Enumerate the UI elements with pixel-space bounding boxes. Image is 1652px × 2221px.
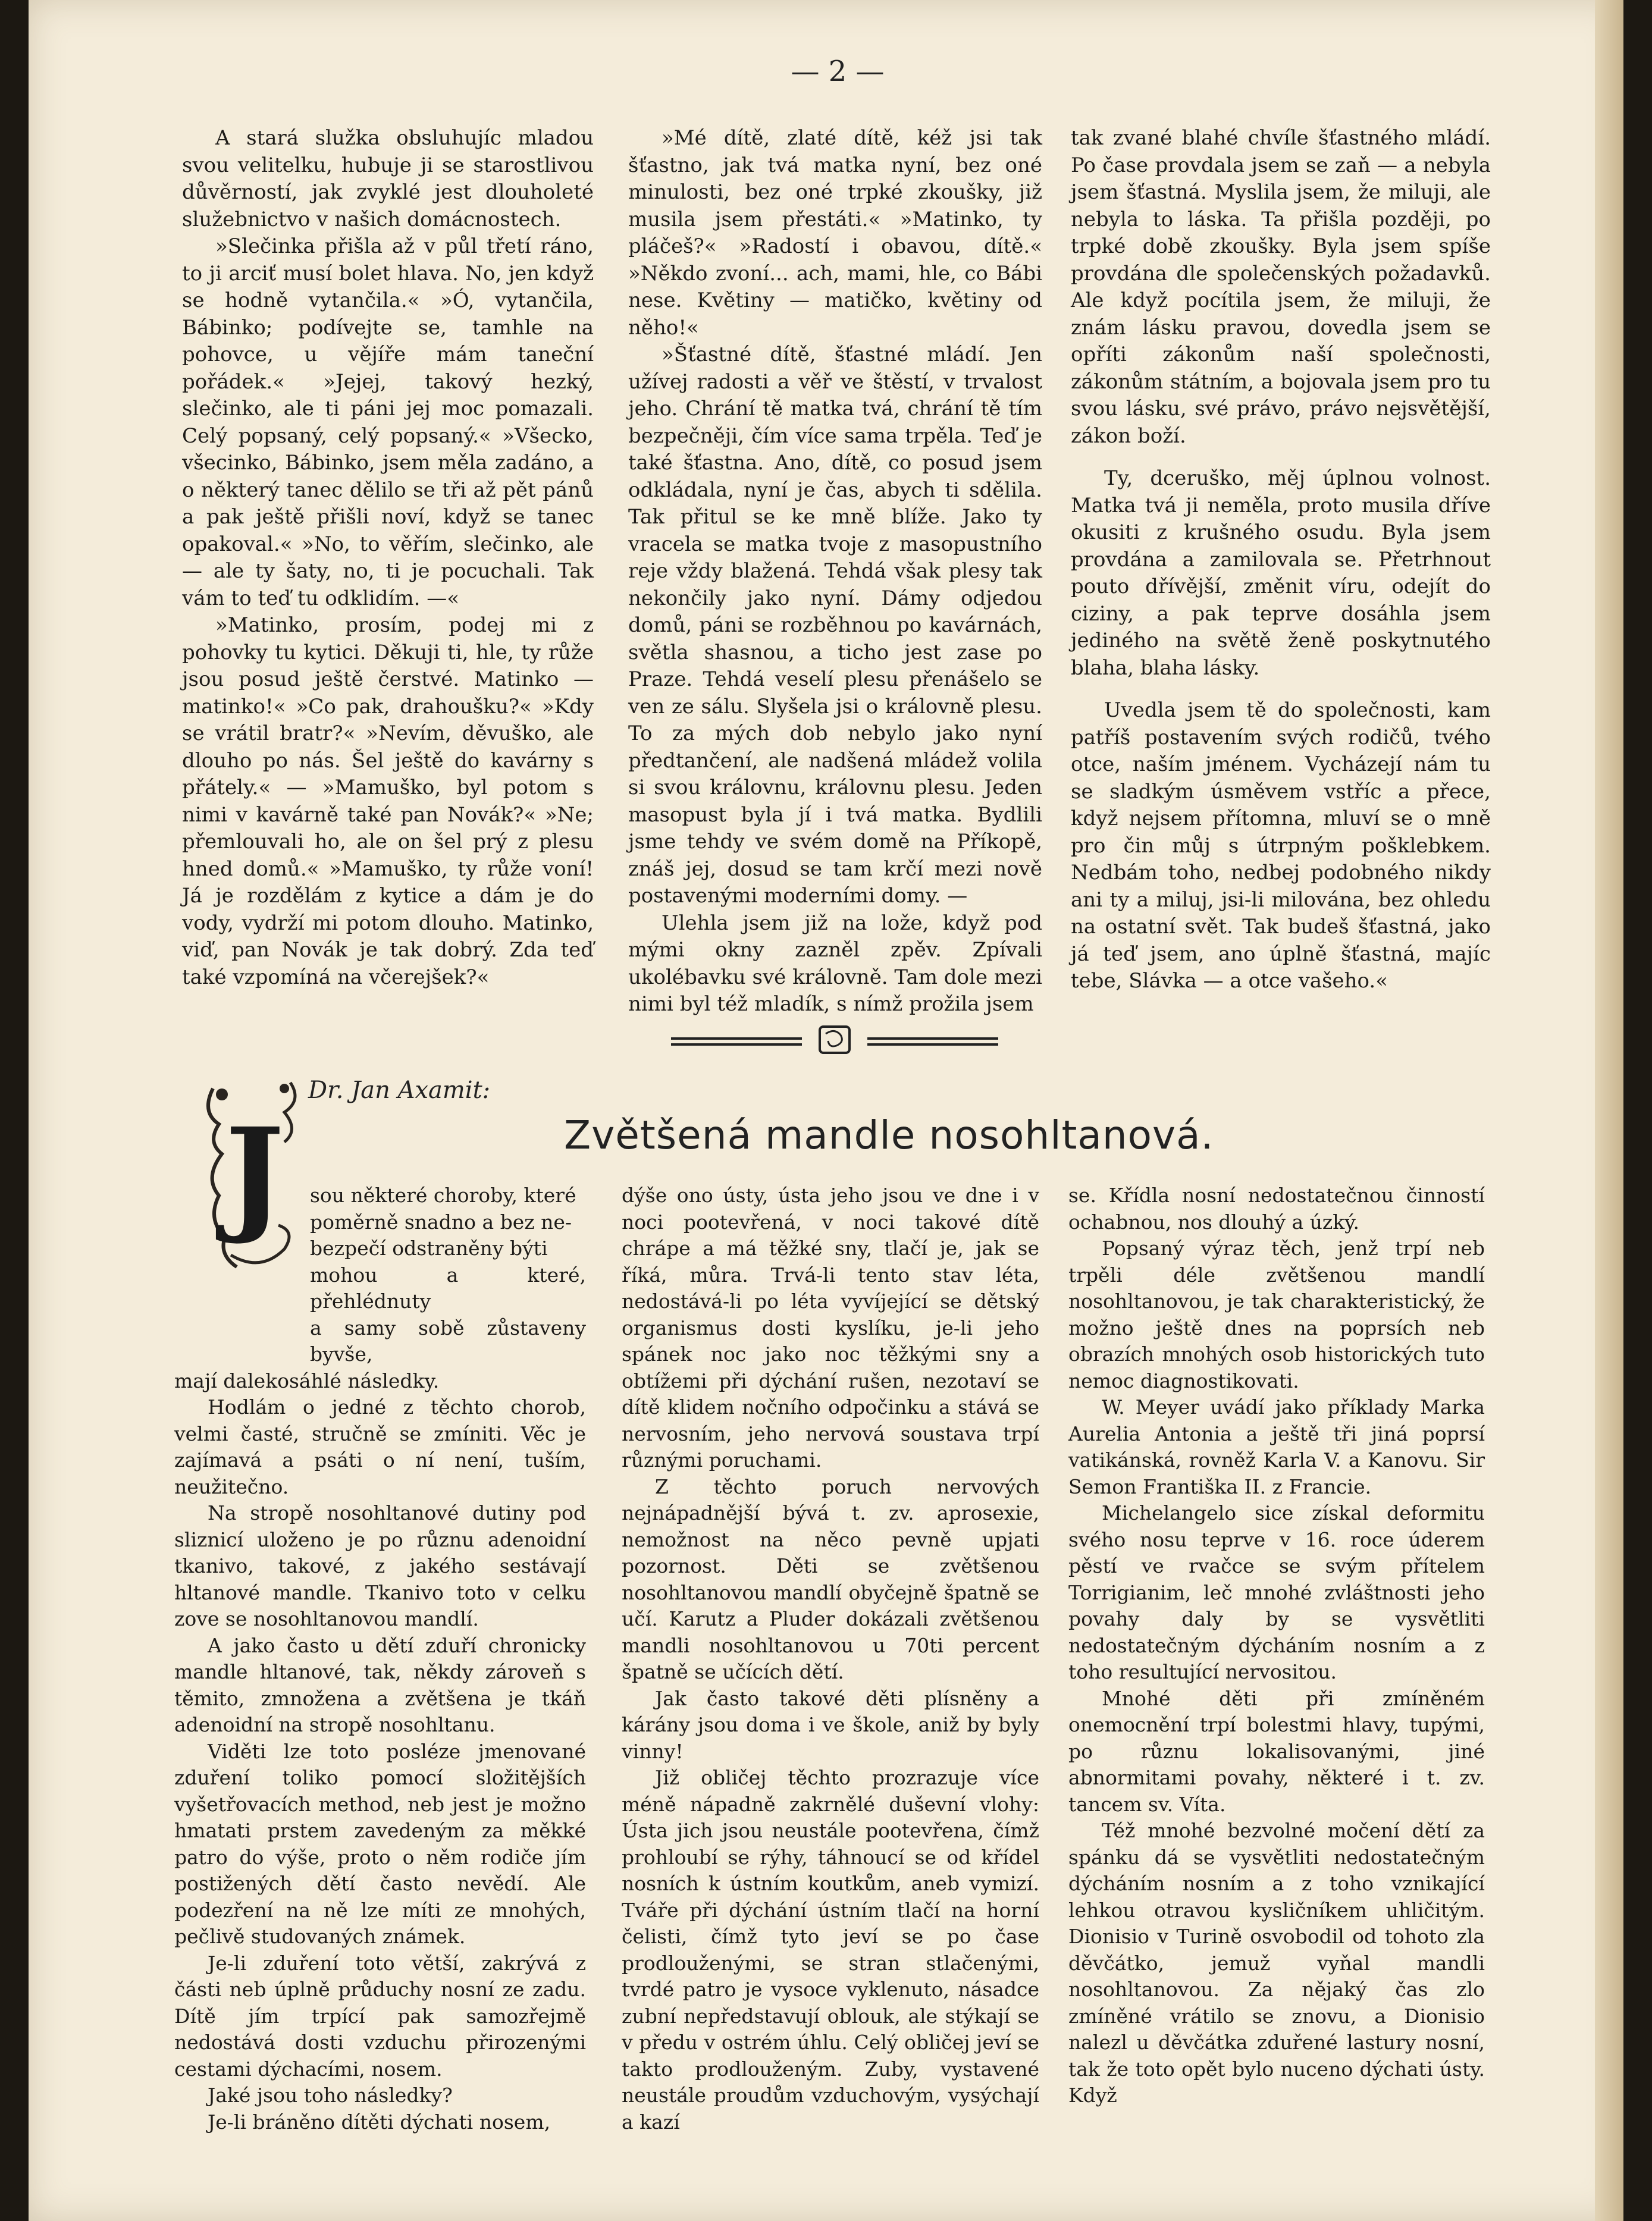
intro-line: bezpečí odstraněny býti xyxy=(310,1237,548,1260)
paragraph: Jaké jsou toho následky? xyxy=(208,2084,453,2107)
divider-rule-right xyxy=(867,1037,998,1046)
paragraph: A stará služka obsluhujíc mladou svou velitelku, hubuje ji se starostlivou důvěrností, jak zvyklé jest dlouholeté služebnictvo v našich domácnostech. xyxy=(182,126,594,231)
paragraph: A jako často u dětí zduří chronicky mandle hltanové, tak, někdy zároveň s těmito, zmnožena a zvětšena je tkáň adenoidní na stropě nosohltanu. xyxy=(174,1633,586,1736)
article-author: Dr. Jan Axamit: xyxy=(308,1077,491,1104)
paragraph: se. Křídla nosní nedostatečnou činností ochabnou, nos dlouhý a úzký. xyxy=(1068,1184,1485,1234)
drop-cap-letter: J xyxy=(225,1100,284,1247)
paragraph: Je-li bráněno dítěti dýchati nosem, xyxy=(208,2110,551,2134)
article-column-2 xyxy=(622,1182,1039,2135)
paragraph: tak zvané blahé chvíle šťastného mládí. Po čase provdala jsem se zaň — a nebyla jsem šťastná. Myslila jsem, že miluji, ale nebyla to láska. Ta přišla později, po trpké době zkoušky. Byla jsem spíše provdána dle společenských požadavků. Ale když pocítila jsem, že miluji, že znám lásku pravou, dovedla jsem se opříti zákonům naší společnosti, zákonům státním, a bojovala jsem pro tu svou lásku, své právo, právo nejsvětější, zákon boží. xyxy=(1071,126,1491,448)
page-number: — 2 — xyxy=(791,55,885,88)
section-divider xyxy=(671,1022,1206,1064)
intro-line: mohou a které, přehlédnuty xyxy=(310,1263,586,1313)
paragraph: Na stropě nosohltanové dutiny pod sliznicí uloženo je po různu adenoidní tkanivo, takové, z jakého sestávají hltanové mandle. Tkanivo toto v celku zove se nosohltanovou mandlí. xyxy=(174,1501,586,1630)
article-column-1 xyxy=(174,1182,586,2135)
ornament-icon xyxy=(814,1022,855,1058)
paragraph: Viděti lze toto posléze jmenované zduření toliko pomocí složitějších vyšetřovacích method, neb jest je možno hmatati prstem zavedeným za měkké patro do výše, proto o něm rodiče jím postižených dětí často nevědí. Ale podezření na ně lze míti ze mnohých, pečlivě studovaných známek. xyxy=(174,1739,586,1948)
newspaper-page xyxy=(29,0,1623,2221)
paragraph: mají dalekosáhlé následky. xyxy=(174,1369,440,1392)
paragraph: Popsaný výraz těch, jenž trpí neb trpěli déle zvětšenou mandlí nosohltanovou, je tak charakteristický, že možno ještě dnes na poprsích neb obrazích mnohých osob historických tuto nemoc diagnostikovati. xyxy=(1068,1237,1485,1392)
paragraph: Michelangelo sice získal deformitu svého nosu teprve v 16. roce úderem pěstí ve rvačce se svým přítelem Torrigianim, leč mnohé zvláštnosti jeho povahy daly by se vysvětliti nedostatečným dýcháním nosním a z toho resultující nervositou. xyxy=(1068,1501,1485,1683)
divider-rule-left xyxy=(671,1037,802,1046)
paragraph: Ulehla jsem již na lože, když pod mými okny zazněl zpěv. Zpívali ukolébavku své královně. Tam dole mezi nimi byl též mladík, s nímž prožila jsem xyxy=(628,911,1042,1016)
article-column-3 xyxy=(1068,1182,1485,2109)
paragraph: »Matinko, prosím, podej mi z pohovky tu kytici. Děkuji ti, hle, ty růže jsou posud ještě čerstvé. Matinko — matinko!« »Co pak, drahoušku?« »Kdy se vrátil bratr?« »Nevím, děvuško, ale dlouho po nás. Šel ještě do kavárny s přátely.« — »Mamuško, byl potom s nimi v kavárně také pan Novák?« »Ne; přemlouvali ho, ale on šel prý z plesu hned domů.« »Mamuško, ty růže voní! Já je rozdělám z kytice a dám je do vody, vydrží mi potom dlouho. Matinko, viď, pan Novák je tak dobrý. Zda teď také vzpomíná na včerejšek?« xyxy=(182,613,594,989)
paragraph: Jak často takové děti plísněny a kárány jsou doma i ve škole, aniž by byly vinny! xyxy=(622,1686,1039,1763)
story-column-2 xyxy=(628,125,1042,1018)
paragraph: Je-li zduření toto větší, zakrývá z části neb úplně průduchy nosní ze zadu. Dítě jím trpící pak samozřejmě nedostává dosti vzduchu přirozenými cestami dýchacími, nosem. xyxy=(174,1951,586,2081)
page-spine xyxy=(1595,0,1623,2221)
paragraph: dýše ono ústy, ústa jeho jsou ve dne i v noci pootevřená, v noci takové dítě chrápe a má těžké sny, tlačí je, jak se říká, můra. Trvá-li tento stav léta, nedostává-li po léta vyvíjející se dětský organismus dosti kyslíku, je-li jeho spánek noc jako noc těžkými sny a obtížemi při dýchání rušen, nezotaví se dítě klidem nočního odpočinku a stává se nervosním, jeho nervová soustava trpí různými poruchami. xyxy=(622,1184,1039,1472)
paragraph: Hodlám o jedné z těchto chorob, velmi časté, stručně se zmíniti. Věc je zajímavá a psáti o ní není, tuším, neužitečno. xyxy=(174,1395,586,1498)
paragraph: »Šťastné dítě, šťastné mládí. Jen užívej radosti a věř ve štěstí, v trvalost jeho. Chrání tě matka tvá, chrání tě tím bezpečněji, čím více sama trpěla. Teď je také šťastna. Ano, dítě, co posud jsem odkládala, nyní je čas, abych ti sdělila. Tak přitul se ke mně blíže. Jako ty vracela se matka tvoje z masopustního reje vždy blažená. Tehdá však plesy tak nekončily jako nyní. Dámy odjedou domů, páni se rozběhnou po kavárnách, světla shasnou, a ticho jest zase po Praze. Tehdá veselí plesu přenášelo se ven ze sálu. Slyšela jsi o královně plesu. To za mých dob nebylo jako nyní předtančení, ale nadšená mládež volila si svou královnu, královnu plesu. Jeden masopust byla jí i tvá matka. Bydlili jsme tehdy ve svém domě na Příkopě, znáš jej, dosud se tam krčí mezi nově postavenými moderními domy. — xyxy=(628,343,1042,908)
intro-line: sou některé choroby, které xyxy=(310,1184,576,1207)
story-column-1 xyxy=(182,125,594,991)
intro-line: poměrně snadno a bez ne- xyxy=(310,1210,572,1234)
drop-cap-wrap-text xyxy=(174,1182,586,1368)
paragraph: »Mé dítě, zlaté dítě, kéž jsi tak šťastno, jak tvá matka nyní, bez oné minulosti, bez oné trpké zkoušky, již musila jsem přestáti.« »Matinko, ty pláčeš?« »Radostí i obavou, dítě.« »Někdo zvoní... ach, mami, hle, co Bábi nese. Květiny — matičko, květiny od něho!« xyxy=(628,126,1042,340)
paragraph: Z těchto poruch nervových nejnápadnější bývá t. zv. aprosexie, nemožnost na něco pevně upjati pozornost. Děti se zvětšenou nosohltanovou mandlí obyčejně špatně se učí. Karutz a Pluder dokázali zvětšenou mandli nosohltanovou u 70ti percent špatně se učících dětí. xyxy=(622,1475,1039,1683)
story-column-3 xyxy=(1071,125,1491,995)
paragraph: Již obličej těchto prozrazuje více méně nápadně zakrnělé duševní vlohy: Ústa jich jsou neustále pootevřena, čímž prohloubí se rýhy, táhnoucí se od křídel nosních k ústním koutkům, aneb vymizí. Tváře při dýchání ústním tlačí na horní čelisti, čímž tyto jeví se po čase prodlouženými, se stran stlačenými, tvrdé patro je vysoce vyklenuto, násadce zubní nepředstavují oblouk, ale stýkají se v předu v ostrém úhlu. Celý obličej jeví se takto prodlouženým. Zuby, vystavené neustále proudům vzduchovým, vysýchají a kazí xyxy=(622,1766,1039,2134)
paragraph: Ty, dceruško, měj úplnou volnost. Matka tvá ji neměla, proto musila dříve okusiti z krušného osudu. Byla jsem provdána a zamilovala se. Přetrhnout pouto dřívější, změnit víru, odejít do ciziny, a pak teprve dosáhla jsem jediného na světě ženě poskytnutého blaha, blaha lásky. xyxy=(1071,466,1491,680)
paragraph: Uvedla jsem tě do společnosti, kam patříš postavením svých rodičů, tvého otce, naším jménem. Vycházejí nám tu se sladkým úsměvem vstříc a přece, když nejsem přítomna, mluví se o mně pro čin můj s útrpným pošklebkem. Nedbám toho, nedbej podobného nikdy ani ty a miluj, jsi-li milována, bez ohledu na ostatní svět. Tak budeš šťastná, jako já teď jsem, ano úplně šťastná, majíc tebe, Slávka — a otce vašeho.« xyxy=(1071,698,1491,993)
paragraph: »Slečinka přišla až v půl třetí ráno, to ji arciť musí bolet hlava. No, jen když se hodně vytančila.« »Ó, vytančila, Bábinko; podívejte se, tamhle na pohovce, u vějíře mám taneční pořádek.« »Jejej, takový hezký, slečinko, ale ti páni jej moc pomazali. Celý popsaný, celý popsaný.« »Všecko, všecinko, Bábinko, jsem měla zadáno, a o některý tanec dělilo se tři až pět pánů a pak ještě přišli noví, když se tanec opakoval.« »No, to věřím, slečinko, ale — ale ty šaty, no, ti je pocuchali. Tak vám to teď tu odklidím. —« xyxy=(182,234,594,610)
intro-line: a samy sobě zůstaveny byvše, xyxy=(310,1316,586,1366)
paragraph: Též mnohé bezvolné močení dětí za spánku dá se vysvětliti nedostatečným dýcháním nosním a z toho vznikající lehkou otravou kysličníkem uhličitým. Dionisio v Turině osvobodil od tohoto zla děvčátko, jemuž vyňal mandli nosohltanovou. Za nějaký čas zlo zmíněné vrátilo se znovu, a Dionisio nalezl u děvčátka zduřené lastury nosní, tak že toto opět bylo nuceno dýchati ústy. Když xyxy=(1068,1819,1485,2107)
article-title: Zvětšená mandle nosohltanová. xyxy=(564,1112,1214,1158)
paragraph: Mnohé děti při zmíněném onemocnění trpí bolestmi hlavy, tupými, po různu lokalisovanými, jiné abnormitami povahy, některé i t. zv. tancem sv. Víta. xyxy=(1068,1686,1485,1816)
paragraph: W. Meyer uvádí jako příklady Marka Aurelia Antonia a ještě tři jiná poprsí vatikánská, rovněž Karla V. a Kanovu. Sir Semon Františka II. z Francie. xyxy=(1068,1395,1485,1498)
